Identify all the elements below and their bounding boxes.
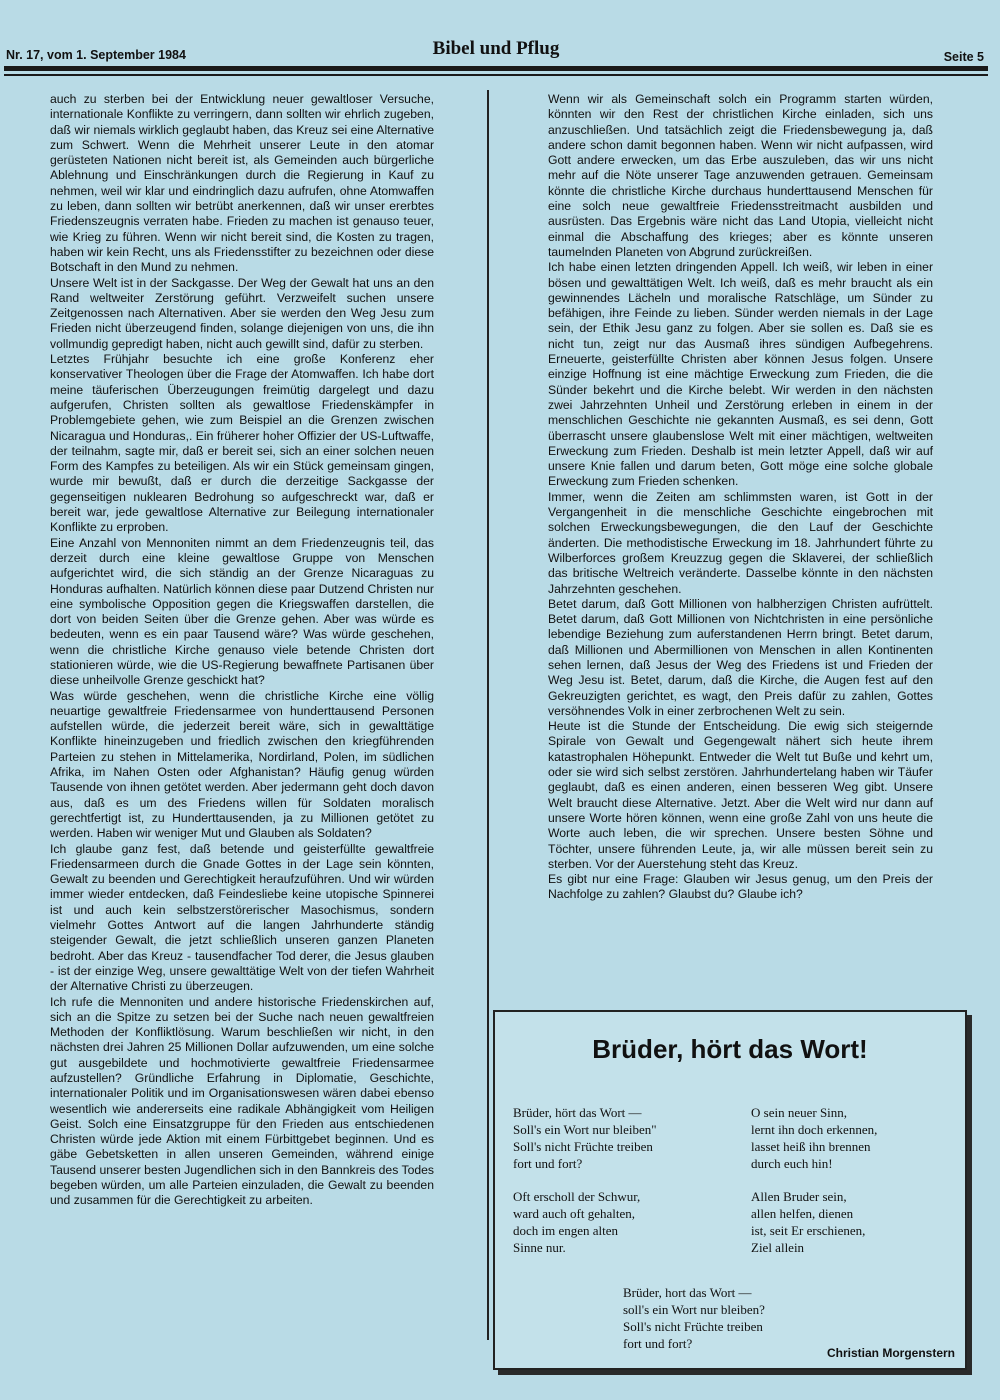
poem-author: Christian Morgenstern: [826, 1346, 955, 1360]
poem-line: lernt ihn doch erkennen,: [751, 1122, 878, 1137]
poem-line: ward auch oft gehalten,: [513, 1206, 636, 1221]
poem-line: O sein neuer Sinn,: [751, 1105, 848, 1120]
paragraph: auch zu sterben bei der Entwicklung neuer gewaltloser Versuche, internationale Konflikte zu verringern, dann sollten wir ehrlich zugeben, daß wir niemals wirklich geglaubt haben, das Kreuz sei eine Alternative zum Schwert. Wenn die Mehrheit unserer Leute in den atomar gerüsteten Nationen nicht bereit ist, als Gemeinden auch bürgerliche Ablehnung und Einschränkungen durch die Regierung in Kauf zu nehmen, weil wir klar und eindringlich dazu aufrufen, ohne Atomwaffen zu leben, dann sollten wir betrübt anerkennen, daß wir unser ererbtes Friedenszeugnis verraten habe. Frieden zu machen ist genauso teuer, wie Krieg zu führen. Wenn wir nicht bereit sind, die Kosten zu tragen, haben wir kein Recht, uns als Friedensstifter zu bezeichnen oder diese Botschaft in den Mund zu nehmen.: [50, 92, 434, 275]
paragraph: Ich rufe die Mennoniten und andere historische Friedenskirchen auf, sich an die Spitze zu setzen bei der Suche nach neuen gewaltfreien Methoden der Konfliktlösung. Warum beschließen wir nicht, in den nächsten drei Jahren 25 Millionen Dollar aufzuwenden, um eine solche gut ausgebildete und hochmotivierte gewaltfreie Friedensarmee aufzustellen? Gründliche Erfahrung in Diplomatie, Geschichte, internationaler Politik und im Organisationswesen wären dabei ebenso wesentlich wie andererseits eine radikale Abhängigkeit vom Heiligen Geist. Solch eine Einsatzgruppe für den Frieden aus entschiedenen Christen würde jede Aktion mit einem Fürbittgebet beginnen. Und es gäbe Gebetsketten in allen unseren Gemeinden, während einige Tausend unserer besten Jugendlichen sich in den Bannkreis des Todes begeben würden, um alle Parteien einzuladen, die Gewalt zu beenden und zusammen für die Gerechtigkeit zu arbeiten.: [50, 994, 434, 1208]
poem-stanza-1: [513, 1104, 657, 1172]
poem-title: Brüder, hört das Wort!: [592, 1034, 868, 1064]
paragraph: Es gibt nur eine Frage: Glauben wir Jesus genug, um den Preis der Nachfolge zu zahlen? Glaubst du? Glaube ich?: [548, 872, 933, 902]
poem-line: Soll's ein Wort nur bleiben": [513, 1122, 657, 1137]
poem-line: Oft erscholl der Schwur,: [513, 1189, 641, 1204]
poem-line: fort und fort?: [623, 1336, 693, 1351]
left-column: [50, 92, 434, 1209]
paragraph: Immer, wenn die Zeiten am schlimmsten waren, ist Gott in der Vergangenheit in die menschliche Geschichte eingebrochen mit solchen Erweckungsbewegungen, die den Lauf der Geschichte änderten. Die methodistische Erweckung im 18. Jahrhundert führte zu Wilberforces großem Kreuzzug gegen die Sklaverei, der schließlich das britische Weltreich veränderte. Dasselbe könnte in den nächsten Jahrzehnten geschehen.: [548, 489, 933, 596]
issue-info: Nr. 17, vom 1. September 1984: [6, 48, 186, 62]
poem-box: [493, 1010, 967, 1370]
poem-line: Sinne nur.: [513, 1240, 566, 1255]
poem-line: ist, seit Er erschienen,: [751, 1223, 866, 1238]
poem-line: Soll's nicht Früchte treiben: [513, 1139, 653, 1154]
paragraph: Eine Anzahl von Mennoniten nimmt an dem Friedenzeugnis teil, das derzeit durch eine kleine gewaltlose Gruppe von Menschen aufgerichtet wird, die sich ständig an der Grenze Nicaraguas zu Honduras aufhalten. Natürlich können diese paar Dutzend Christen nur eine symbolische Opposition gegen die Kriegswaffen darstellen, die dort von beiden Seiten über die Grenze gehen. Aber was würde es bedeuten, wenn es ein paar Tausend wäre? Was würde geschehen, wenn die christliche Kirche genauso viele betende Christen dort stationieren würde, wie die US-Regierung bewaffnete Partisanen über diese unheilvolle Grenze geschickt hat?: [50, 535, 434, 688]
column-divider: [487, 90, 489, 1340]
paragraph: Was würde geschehen, wenn die christliche Kirche eine völlig neuartige gewaltfreie Friedensarmee von hunderttausend Personen aufstellen würde, die jederzeit bereit wäre, sich in gewalttätige Konflikte hineinzugeben und friedlich zwischen den kriegführenden Parteien zu stehen in Mittelamerika, Nordirland, Polen, im südlichen Afrika, im Nahen Osten oder Afghanistan? Häufig genug würden Tausende von ihnen getötet werden. Aber jedermann geht doch davon aus, daß es um des Friedens willen für Soldaten moralisch gerechtfertigt ist, zu Hunderttausenden, ja zu Millionen getötet zu werden. Haben wir weniger Mut und Glauben als Soldaten?: [50, 688, 434, 841]
poem-line: Brüder, hort das Wort —: [623, 1285, 752, 1300]
paragraph: Ich habe einen letzten dringenden Appell. Ich weiß, wir leben in einer bösen und gewalttätigen Welt. Ich weiß, daß es mehr braucht als ein gewinnendes Lächeln und moralische Ratschläge, um Sünder zu befähigen, ihre Feinde zu lieben. Sünder werden niemals in der Lage sein, der Ethik Jesu ganz zu folgen. Aber sie sollen es. Daß sie es nicht tun, zeigt nur das Ausmaß ihres sündigen Aufbegehrens. Erneuerte, geisterfüllte Christen aber können Jesus folgen. Unsere einzige Hoffnung ist eine mächtige Erweckung zum Frieden, die die Sünder bekehrt und die Kirche belebt. Wir werden in den nächsten zwei Jahrzehnten Unheil und Zerstörung erleben in einem in der menschlichen Geschichte nie gekannten Ausmaß, es sei denn, Gott überrascht unsere glaubenslose Welt mit einer mächtigen, weltweiten Erweckung zum Frieden. Deshalb ist mein letzter Appell, daß wir auf unsere Knie fallen und darum beten, Gott möge eine solche globale Erweckung zum Frieden schenken.: [548, 260, 933, 489]
paragraph: Ich glaube ganz fest, daß betende und geisterfüllte gewaltfreie Friedensarmeen durch die Gnade Gottes in der Lage sein könnten, Gewalt zu beenden und Gerechtigkeit heraufzuführen. Und wir würden immer wieder entdecken, daß Feindesliebe keine utopische Spinnerei ist und auch kein selbstzerstörerischer Masochismus, sondern vielmehr Gottes Antwort auf die langen Jahrhunderte ständig steigender Gewalt, die jetzt schließlich unseren ganzen Planeten bedroht. Aber das Kreuz - tausendfacher Tod derer, die Jesus glauben - ist der einzige Weg, unsere gewalttätige Welt von der tiefen Wahrheit der Alternative Christi zu überzeugen.: [50, 841, 434, 994]
poem-line: soll's ein Wort nur bleiben?: [623, 1302, 765, 1317]
paragraph: Wenn wir als Gemeinschaft solch ein Programm starten würden, könnten wir den Rest der christlichen Kirche einladen, sich uns anzuschließen. Und tatsächlich zeigt die Friedensbewegung ja, daß andere schon damit begonnen haben. Wenn wir nicht aufpassen, wird Gott andere erwecken, um das Erbe auszuleben, das wir uns nicht mehr auf die Nöte unserer Tage anzuwenden getrauen. Gemeinsam könnte die christliche Kirche durchaus hunderttausend Menschen für eine solch neue gewaltfreie Friedensstreitmacht ausbilden und ausrüsten. Das Ergebnis wäre nicht das Land Utopia, vielleicht nicht einmal die Abschaffung des krieges; aber es könnte unseren taumelnden Planeten von Abgrund zurückreißen.: [548, 92, 933, 259]
page-header: [4, 38, 988, 64]
poem-line: Ziel allein: [751, 1240, 805, 1255]
poem-line: fort und fort?: [513, 1156, 583, 1171]
poem-line: Soll's nicht Früchte treiben: [623, 1319, 763, 1334]
poem-line: doch im engen alten: [513, 1223, 619, 1238]
poem-stanza-3: [513, 1188, 640, 1256]
paragraph: Letztes Frühjahr besuchte ich eine große Konferenz eher konservativer Theologen über die Frage der Atomwaffen. Ich habe dort meine täuferischen Überzeugungen freimütig dargelegt und dazu aufgerufen, Christen sollten als gewaltlose Friedenskämpfer in Problemgebiete gehen, wie zum Beispiel an die Grenzen zwischen Nicaragua und Honduras,. Ein früherer hoher Offizier der US-Luftwaffe, der teilnahm, sagte mir, daß er bereit sei, sich an einer solchen neuen Form des Kampfes zu beteiligen. Als wir ein Stück gemeinsam gingen, wurde mir bewußt, daß er durch die derzeitige Sackgasse der gegenseitigen nuklearen Bedrohung so aufgeschreckt war, daß er bereit war, jede gewaltlose Alternative zur Beilegung internationaler Konflikte zu erproben.: [50, 352, 434, 535]
poem-line: durch euch hin!: [751, 1156, 833, 1171]
poem-stanza-4: [751, 1188, 865, 1256]
header-rule-thin: [4, 74, 988, 76]
newspaper-title: Bibel und Pflug: [432, 38, 560, 59]
poem-line: lasset heiß ihn brennen: [751, 1139, 871, 1154]
page-number: Seite 5: [943, 50, 984, 64]
paragraph: Betet darum, daß Gott Millionen von halbherzigen Christen aufrüttelt. Betet darum, daß Gott Millionen von Nichtchristen in eine persönliche lebendige Beziehung zum auferstandenen Herrn bringt. Betet darum, daß Millionen und Abermillionen von Menschen in allen Kontinenten sehen lernen, daß Jesus der Weg des Friedens ist und Frieden der Weg Jesu ist. Betet, darum, daß die Kirche, die Augen fest auf den Gekreuzigten gerichtet, es wagt, den Preis dafür zu zahlen, Gottes versöhnendes Volk in einer zerbrochenen Welt zu sein.: [548, 596, 933, 718]
right-column: [548, 92, 933, 903]
poem-stanza-2: [751, 1104, 877, 1172]
paragraph: Heute ist die Stunde der Entscheidung. Die ewig sich steigernde Spirale von Gewalt und Gegengewalt nähert sich heute ihrem katastrophalen Höhepunkt. Entweder die Welt tut Buße und kehrt um, oder sie wird sich selbst zerstören. Jahrhundertelang haben wir Täufer geglaubt, daß es einen anderen, einen besseren Weg gibt. Unsere Welt braucht diese Alternative. Jetzt. Aber die Welt wird nur dann auf unsere Worte hören können, wenn eine große Zahl von uns heute die Worte auch leben, die wir sprechen. Unsere besten Söhne und Töchter, unsere führenden Leute, ja, wir alle müssen bereit sein zu sterben. Vor der Auerstehung steht das Kreuz.: [548, 719, 933, 871]
poem-line: Brüder, hört das Wort —: [513, 1105, 642, 1120]
paragraph: Unsere Welt ist in der Sackgasse. Der Weg der Gewalt hat uns an den Rand weltweiter Zerstörung geführt. Verzweifelt suchen unsere Zeitgenossen nach Alternativen. Aber sie werden den Weg Jesu zum Frieden nicht überzeugend finden, solange diejenigen von uns, die ihn vollmundig gepredigt haben, nicht auch gewillt sind, dafür zu sterben.: [50, 275, 434, 351]
poem-line: Allen Bruder sein,: [751, 1189, 847, 1204]
header-rule-thick: [4, 66, 988, 71]
poem-stanza-5: [623, 1284, 765, 1352]
poem-line: allen helfen, dienen: [751, 1206, 854, 1221]
